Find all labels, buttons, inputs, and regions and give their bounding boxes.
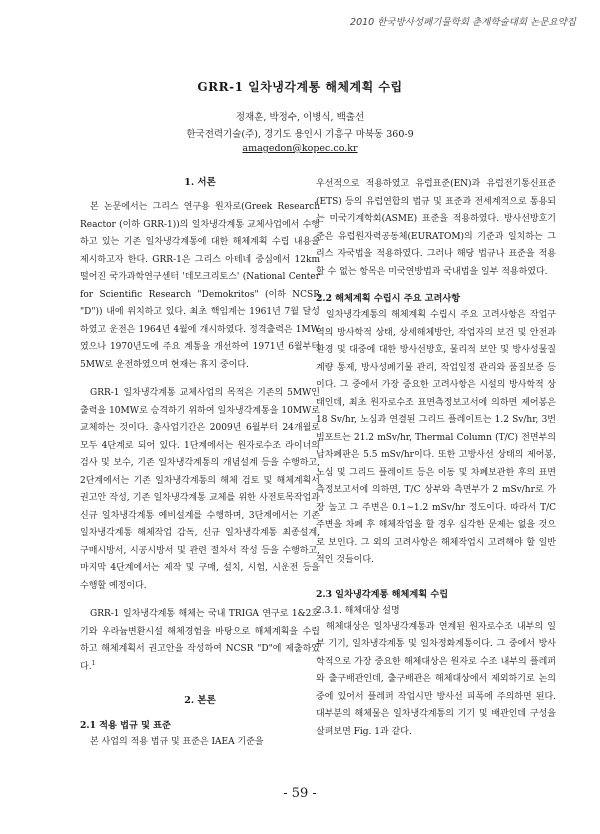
left-column <box>80 176 320 752</box>
paragraph: 본 사업의 적용 법규 및 표준은 IAEA 기준을 <box>90 737 264 747</box>
subsection-heading: 2.2 해체계획 수립시 주요 고려사항 <box>316 293 461 304</box>
paragraph <box>80 606 320 676</box>
footnote-marker: 1 <box>91 659 96 667</box>
right-column <box>316 176 556 741</box>
paragraph: GRR-1 일차냉각계통 교체사업의 목적은 기존의 5MW인 출력을 10MW로 승격하기 위하여 일차냉각계통을 10MW로 교체하는 것이다. 총사업기간은 2009년 6월부터 24개월로 모두 4단계로 되어 있다. 1단계에서는 원자로수조 라이너의 검사 및 보수, 기존 일차냉각계통의 개념설계 등을 수행하고, 2단계에서는 기존 일차냉각계통의 해체 검토 및 해체계획서 권고안 작성, 기존 일차냉각계통 교체를 위한 사전토목작업과 신규 일차냉각계통 예비설계를 수행하며, 3단계에서는 기존 일차냉각계통 해체작업 감독, 신규 일차냉각계통 최종설계, 구매시방서, 시공시방서 및 관련 절차서 작성 등을 수행하고, 마지막 4단계에서는 제작 및 구매, 설치, 시험, 시운전 등을 수행할 예정이다. <box>80 388 320 591</box>
paragraph-text: GRR-1 일차냉각계통 해체는 국내 TRIGA 연구로 1&2호기와 우라늄변환시설 해체경험을 바탕으로 해체계획을 수립하고 해체계획서 권고안을 작성하여 NCSR "D"에 제출하였다. <box>80 609 320 672</box>
subsection-heading: 2.3 일차냉각계통 해체계획 수립 <box>316 588 449 600</box>
section-heading-main: 2. 본론 <box>184 695 216 706</box>
page-number: - 59 - <box>283 786 317 801</box>
paragraph: 본 논문에서는 그리스 연구용 원자로(Greek Research Reactor (이하 GRR-1))의 일차냉각계통 교체사업에서 수행하고 있는 기존 일차냉각계통에 대한 해체계획 수립 내용을 제시하고자 한다. GRR-1은 그리스 아테네 중심에서 12km 떨어진 국가과학연구센터 '데모크리토스' (National Center for Scientific Research "Demokritos" (이하 NCSR "D")) 내에 위치하고 있다. 최초 핵임계는 1961년 7월 달성하였고 운전은 1964년 4월에 개시하였다. 정격출력은 1MW였으나 1970년도에 주요 계통을 개선하여 1971년 6월부터 5MW로 운전하였으며 현재는 휴지 중이다. <box>80 202 320 370</box>
subsubsection-heading: 2.3.1. 해체대상 설명 <box>316 605 400 616</box>
paper-title: GRR-1 일차냉각계통 해체계획 수립 <box>197 80 403 94</box>
section-heading-introduction: 1. 서론 <box>184 177 216 188</box>
authors: 정재훈, 박정수, 이병식, 백출선 <box>235 112 365 123</box>
conference-header: 2010 한국방사성폐기물학회 춘계학술대회 논문요약집 <box>350 17 576 28</box>
paragraph: 일차냉각계통의 해체계획 수립시 주요 고려사항은 작업구역의 방사학적 상태, 상세해체방안, 작업자의 보건 및 안전과 환경 및 대중에 대한 방사선방호, 물리적 보안 및 방사성물질 계량 통제, 방사성폐기물 관리, 작업일정 관리와 품질보증 등이다. 그 중에서 가장 중요한 고려사항은 시설의 방사학적 상태인데, 최초 원자로수조 표면측정보고서에 의하면 제어봉은 18 Sv/hr, 노심과 연결된 그리드 플레이트는 1.2 Sv/hr, 3번 빔포트는 21.2 mSv/hr, Thermal Column (T/C) 전면부의 납차폐판은 5.5 mSv/hr이다. 또한 고방사선 상태의 제어봉, 노심 및 그리드 플레이트 등은 이동 및 차폐보관한 후의 표면측정보고서에 의하면, T/C 상부와 측면부가 2 mSv/hr로 가장 높고 그 주변은 0.1∼1.2 mSv/hr 정도이다. 따라서 T/C 주변을 차폐 후 해체작업을 할 경우 심각한 문제는 없을 것으로 보인다. 그 외의 고려사항은 해체작업시 고려해야 할 일반적인 것들이다. <box>316 310 556 565</box>
subsection-heading: 2.1 적용 법규 및 표준 <box>80 720 171 731</box>
paragraph: 해체대상은 일차냉각계통과 연계된 원자로수조 내부의 일부 기기, 일차냉각계통 및 일차정화계통이다. 그 중에서 방사학적으로 가장 중요한 해체대상은 원자로 수조 내부의 플레퍼와 출구배관인데, 출구배관은 해체대상에서 제외하기로 논의 중에 있어서 플레퍼 작업시만 방사선 피폭에 주의하면 된다. 대부분의 해체물은 일차냉각계통의 기기 및 배관인데 구성을 살펴보면 Fig. 1과 같다. <box>316 621 556 737</box>
affiliation: 한국전력기술(주), 경기도 용인시 기흥구 마북동 360-9 <box>186 129 414 140</box>
email-link[interactable]: amagedon@kopec.co.kr <box>242 143 358 154</box>
paragraph: 우선적으로 적용하였고 유럽표준(EN)과 유럽전기통신표준(ETS) 등의 유럽연합의 법규 및 표준과 전세계적으로 통용되는 미국기계학회(ASME) 표준을 적용하였다. 방사선방호기준은 유럽원자력공동체(EURATOM)의 기준과 일치하는 그리스 자국법을 적용하였다. 그러나 해당 법규나 표준을 적용할 수 없는 항목은 미국연방법과 국내법을 일부 적용하였다. <box>316 179 556 277</box>
